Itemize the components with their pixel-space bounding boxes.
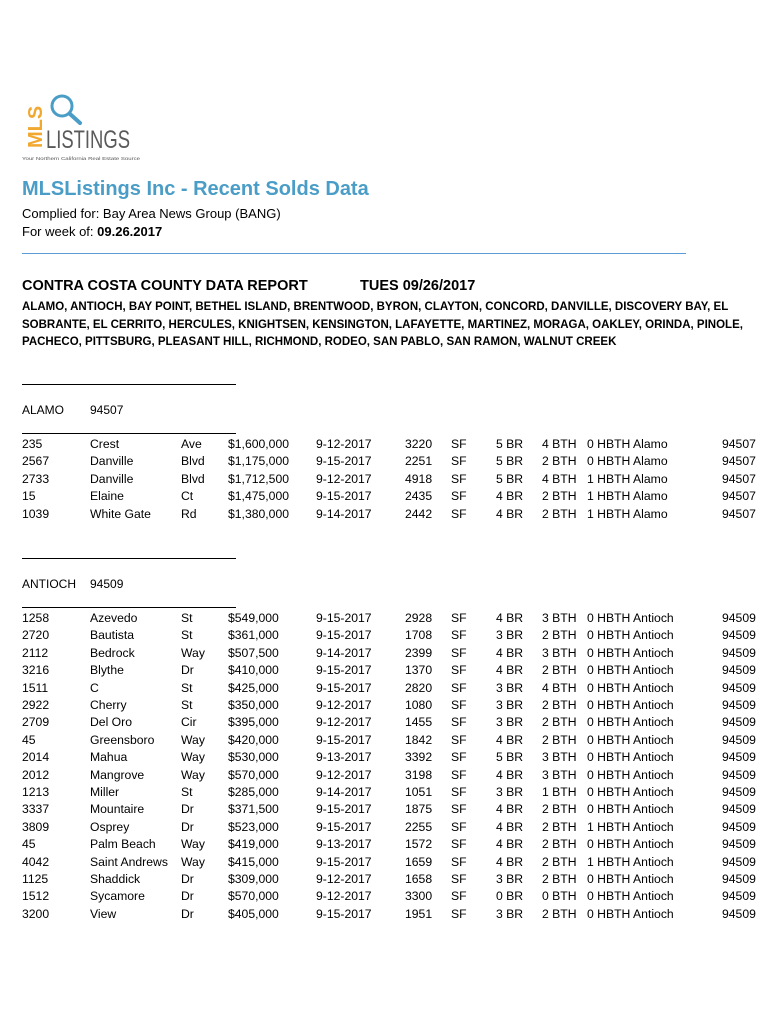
half-baths-city: 0 HBTH Antioch (587, 889, 674, 904)
zip-code: 94509 (722, 889, 756, 904)
property-type: SF (451, 819, 467, 834)
bedrooms: 4 BR (496, 645, 524, 660)
street-number: 3809 (22, 819, 50, 834)
street-type: Dr (181, 802, 194, 817)
mlslistings-logo (22, 92, 172, 164)
sale-date: 9-12-2017 (316, 767, 372, 782)
bathrooms: 3 BTH (542, 611, 577, 625)
half-baths-city: 0 HBTH Antioch (587, 611, 674, 625)
street-number: 2112 (22, 645, 49, 660)
section-city: ANTIOCH (22, 577, 76, 591)
property-type: SF (451, 471, 467, 486)
street-name: Mahua (90, 750, 128, 765)
sale-date: 9-15-2017 (316, 906, 372, 921)
street-name: Mangrove (90, 767, 145, 782)
table-row (0, 733, 768, 750)
sale-date: 9-15-2017 (316, 802, 372, 817)
street-name: Bautista (90, 628, 135, 643)
street-type: Way (181, 645, 205, 660)
property-type: SF (451, 628, 467, 643)
street-type: Way (181, 732, 205, 747)
street-type: St (181, 611, 193, 625)
street-type: Dr (181, 889, 194, 904)
sale-price: $415,000 (228, 854, 279, 869)
bedrooms: 4 BR (496, 767, 524, 782)
bathrooms: 2 BTH (542, 698, 577, 712)
table-row (0, 768, 768, 785)
week-of (22, 224, 162, 239)
street-type: Blvd (181, 454, 205, 469)
street-type: Blvd (181, 471, 205, 486)
sqft: 3198 (405, 767, 433, 782)
bedrooms: 3 BR (496, 785, 524, 799)
zip-code: 94507 (722, 489, 756, 504)
street-number: 2720 (22, 628, 50, 643)
zip-code: 94509 (722, 611, 756, 625)
bathrooms: 2 BTH (542, 506, 577, 521)
sale-date: 9-15-2017 (316, 854, 372, 869)
table-row (0, 437, 768, 454)
half-baths-city: 1 HBTH Alamo (587, 506, 668, 521)
sale-date: 9-15-2017 (316, 663, 372, 678)
half-baths-city: 0 HBTH Antioch (587, 906, 674, 921)
street-number: 1039 (22, 506, 50, 521)
street-name: Palm Beach (90, 837, 156, 852)
bathrooms: 2 BTH (542, 802, 577, 817)
bathrooms: 2 BTH (542, 854, 577, 869)
zip-code: 94509 (722, 750, 756, 765)
section-city: ALAMO (22, 403, 65, 417)
street-number: 235 (22, 437, 43, 451)
sqft: 2435 (405, 489, 433, 504)
bedrooms: 3 BR (496, 680, 524, 695)
street-number: 2709 (22, 715, 50, 730)
sale-price: $570,000 (228, 767, 279, 782)
sqft: 1708 (405, 628, 433, 643)
sale-price: $425,000 (228, 680, 279, 695)
street-type: Way (181, 767, 205, 782)
sale-price: $549,000 (228, 611, 279, 625)
street-name: Del Oro (90, 715, 132, 730)
bedrooms: 5 BR (496, 437, 524, 451)
logo-mark: MLS (25, 105, 47, 148)
bathrooms: 2 BTH (542, 872, 577, 886)
half-baths-city: 1 HBTH Antioch (587, 819, 674, 834)
street-type: Cir (181, 715, 197, 730)
half-baths-city: 0 HBTH Antioch (587, 715, 674, 730)
street-number: 2733 (22, 471, 50, 486)
half-baths-city: 0 HBTH Antioch (587, 750, 674, 765)
street-name: Shaddick (90, 872, 141, 886)
zip-code: 94509 (722, 802, 756, 817)
street-number: 2922 (22, 698, 50, 712)
street-number: 3200 (22, 906, 50, 921)
bedrooms: 3 BR (496, 628, 524, 643)
street-name: Mountaire (90, 802, 145, 817)
week-label: For week of: (22, 224, 98, 239)
sale-date: 9-14-2017 (316, 506, 372, 521)
bedrooms: 4 BR (496, 819, 524, 834)
street-type: Dr (181, 872, 194, 886)
street-name: Danville (90, 454, 134, 469)
bedrooms: 3 BR (496, 906, 524, 921)
sale-price: $1,175,000 (228, 454, 289, 469)
property-type: SF (451, 767, 467, 782)
bathrooms: 3 BTH (542, 750, 577, 765)
sale-date: 9-15-2017 (316, 628, 372, 643)
bathrooms: 2 BTH (542, 663, 577, 678)
sale-date: 9-13-2017 (316, 750, 372, 765)
bedrooms: 4 BR (496, 663, 524, 678)
bathrooms: 2 BTH (542, 489, 577, 504)
bathrooms: 1 BTH (542, 785, 577, 799)
sale-price: $420,000 (228, 732, 279, 747)
table-row (0, 454, 768, 471)
sqft: 1051 (405, 785, 433, 799)
logo-tagline: Your Northern California Real Estate Source (22, 157, 116, 162)
table-row (0, 715, 768, 732)
sale-date: 9-15-2017 (316, 489, 372, 504)
sale-price: $405,000 (228, 906, 279, 921)
street-number: 45 (22, 732, 36, 747)
magnifier-icon (52, 96, 80, 123)
report-title: CONTRA COSTA COUNTY DATA REPORT (22, 278, 308, 294)
section-zip: 94507 (90, 403, 124, 417)
sale-date: 9-15-2017 (316, 611, 372, 625)
sqft: 1658 (405, 872, 433, 886)
street-type: Dr (181, 819, 194, 834)
table-row (0, 820, 768, 837)
half-baths-city: 1 HBTH Alamo (587, 471, 668, 486)
sale-date: 9-15-2017 (316, 732, 372, 747)
sale-price: $309,000 (228, 872, 279, 886)
property-type: SF (451, 837, 467, 852)
property-type: SF (451, 611, 467, 625)
zip-code: 94509 (722, 906, 756, 921)
table-row (0, 802, 768, 819)
street-number: 2014 (22, 750, 50, 765)
sale-date: 9-14-2017 (316, 645, 372, 660)
table-row (0, 681, 768, 698)
zip-code: 94509 (722, 872, 756, 886)
street-number: 1512 (22, 889, 50, 904)
half-baths-city: 0 HBTH Antioch (587, 802, 674, 817)
sale-price: $523,000 (228, 819, 279, 834)
table-row (0, 837, 768, 854)
sqft: 2251 (405, 454, 433, 469)
street-type: Ct (181, 489, 194, 504)
half-baths-city: 0 HBTH Antioch (587, 732, 674, 747)
bathrooms: 4 BTH (542, 471, 577, 486)
half-baths-city: 0 HBTH Antioch (587, 785, 674, 799)
zip-code: 94507 (722, 471, 756, 486)
bathrooms: 4 BTH (542, 680, 577, 695)
sqft: 3392 (405, 750, 433, 765)
bathrooms: 2 BTH (542, 715, 577, 730)
property-type: SF (451, 785, 467, 799)
sale-price: $570,000 (228, 889, 279, 904)
half-baths-city: 1 HBTH Alamo (587, 489, 668, 504)
zip-code: 94509 (722, 645, 756, 660)
sqft: 3300 (405, 889, 433, 904)
zip-code: 94509 (722, 785, 756, 799)
bedrooms: 4 BR (496, 732, 524, 747)
week-value: 09.26.2017 (97, 224, 163, 239)
sale-date: 9-15-2017 (316, 819, 372, 834)
street-name: C (90, 680, 99, 695)
bedrooms: 4 BR (496, 506, 524, 521)
logo-name: LISTINGS (46, 126, 130, 154)
street-name: Sycamore (90, 889, 145, 904)
half-baths-city: 0 HBTH Antioch (587, 680, 674, 695)
street-name: Danville (90, 471, 134, 486)
property-type: SF (451, 854, 467, 869)
table-row (0, 472, 768, 489)
sqft: 1875 (405, 802, 433, 817)
section-divider (22, 607, 236, 608)
sqft: 4918 (405, 471, 433, 486)
zip-code: 94509 (722, 663, 756, 678)
sale-date: 9-15-2017 (316, 454, 372, 469)
zip-code: 94507 (722, 454, 756, 469)
compiled-for: Complied for: Bay Area News Group (BANG) (22, 206, 281, 221)
sale-price: $419,000 (228, 837, 279, 852)
half-baths-city: 0 HBTH Antioch (587, 698, 674, 712)
property-type: SF (451, 698, 467, 712)
bedrooms: 0 BR (496, 889, 524, 904)
street-name: Crest (90, 437, 120, 451)
property-type: SF (451, 454, 467, 469)
bedrooms: 3 BR (496, 872, 524, 886)
half-baths-city: 0 HBTH Antioch (587, 645, 674, 660)
property-type: SF (451, 506, 467, 521)
table-row (0, 907, 768, 924)
street-type: Dr (181, 663, 194, 678)
bathrooms: 2 BTH (542, 732, 577, 747)
property-type: SF (451, 680, 467, 695)
table-row (0, 855, 768, 872)
sqft: 1951 (405, 906, 433, 921)
sale-price: $1,600,000 (228, 437, 289, 451)
table-row (0, 785, 768, 802)
section-zip: 94509 (90, 577, 124, 591)
sale-date: 9-12-2017 (316, 872, 372, 886)
half-baths-city: 1 HBTH Antioch (587, 854, 674, 869)
street-type: St (181, 785, 193, 799)
city-list: ALAMO, ANTIOCH, BAY POINT, BETHEL ISLAND, BRENTWOOD, BYRON, CLAYTON, CONCORD, DANVILLE, DISCOVERY BAY, EL SOBRANTE, EL CERRITO, HERCULES, KNIGHTSEN, KENSINGTON, LAFAYETTE, MARTINEZ, MORAGA, OAKLEY, ORINDA, PINOLE, PACHECO, PITTSBURG, PLEASANT HILL, RICHMOND, RODEO, SAN PABLO, SAN RAMON, WALNUT CREEK (22, 301, 743, 348)
property-type: SF (451, 437, 467, 451)
section-divider (22, 433, 236, 434)
bathrooms: 2 BTH (542, 837, 577, 852)
sqft: 2928 (405, 611, 433, 625)
street-name: Saint Andrews (90, 854, 168, 869)
zip-code: 94509 (722, 628, 756, 643)
property-type: SF (451, 889, 467, 904)
bedrooms: 5 BR (496, 471, 524, 486)
table-row (0, 698, 768, 715)
zip-code: 94509 (722, 837, 756, 852)
property-type: SF (451, 750, 467, 765)
bathrooms: 3 BTH (542, 645, 577, 660)
street-name: Azevedo (90, 611, 138, 625)
table-row (0, 628, 768, 645)
street-number: 15 (22, 489, 36, 504)
table-row (0, 611, 768, 628)
sqft: 1842 (405, 732, 433, 747)
property-type: SF (451, 732, 467, 747)
table-row (0, 646, 768, 663)
bathrooms: 2 BTH (542, 906, 577, 921)
sale-date: 9-15-2017 (316, 680, 372, 695)
property-type: SF (451, 802, 467, 817)
street-type: St (181, 680, 193, 695)
bathrooms: 2 BTH (542, 819, 577, 834)
street-number: 2012 (22, 767, 50, 782)
bedrooms: 5 BR (496, 454, 524, 469)
street-name: Cherry (90, 698, 127, 712)
sale-price: $371,500 (228, 802, 279, 817)
street-name: White Gate (90, 506, 151, 521)
table-row (0, 872, 768, 889)
sqft: 2255 (405, 819, 433, 834)
sale-price: $530,000 (228, 750, 279, 765)
zip-code: 94509 (722, 732, 756, 747)
street-number: 1258 (22, 611, 50, 625)
zip-code: 94509 (722, 854, 756, 869)
half-baths-city: 0 HBTH Antioch (587, 767, 674, 782)
bathrooms: 2 BTH (542, 454, 577, 469)
zip-code: 94509 (722, 715, 756, 730)
table-row (0, 889, 768, 906)
street-name: Blythe (90, 663, 124, 678)
sale-price: $395,000 (228, 715, 279, 730)
bathrooms: 4 BTH (542, 437, 577, 451)
sale-price: $1,712,500 (228, 471, 289, 486)
street-number: 2567 (22, 454, 50, 469)
sqft: 2399 (405, 645, 433, 660)
bedrooms: 4 BR (496, 854, 524, 869)
property-type: SF (451, 872, 467, 886)
bedrooms: 5 BR (496, 750, 524, 765)
sale-date: 9-12-2017 (316, 437, 372, 451)
sale-date: 9-12-2017 (316, 698, 372, 712)
bedrooms: 4 BR (496, 489, 524, 504)
section-divider (22, 384, 236, 385)
header-divider (22, 253, 686, 254)
bedrooms: 4 BR (496, 837, 524, 852)
sale-date: 9-12-2017 (316, 889, 372, 904)
street-type: St (181, 698, 193, 712)
sale-price: $285,000 (228, 785, 279, 799)
bedrooms: 3 BR (496, 698, 524, 712)
sale-price: $350,000 (228, 698, 279, 712)
street-type: Way (181, 854, 205, 869)
zip-code: 94509 (722, 767, 756, 782)
report-date: TUES 09/26/2017 (360, 278, 476, 294)
bathrooms: 3 BTH (542, 767, 577, 782)
street-type: Rd (181, 506, 197, 521)
table-row (0, 507, 768, 524)
street-number: 1125 (22, 872, 49, 886)
sale-price: $1,380,000 (228, 506, 289, 521)
sqft: 1370 (405, 663, 433, 678)
property-type: SF (451, 489, 467, 504)
sale-date: 9-13-2017 (316, 837, 372, 852)
street-number: 1213 (22, 785, 50, 799)
zip-code: 94509 (722, 698, 756, 712)
zip-code: 94509 (722, 680, 756, 695)
sqft: 1080 (405, 698, 433, 712)
zip-code: 94509 (722, 819, 756, 834)
property-type: SF (451, 906, 467, 921)
half-baths-city: 0 HBTH Alamo (587, 437, 668, 451)
property-type: SF (451, 715, 467, 730)
sqft: 1572 (405, 837, 433, 852)
sale-date: 9-12-2017 (316, 471, 372, 486)
half-baths-city: 0 HBTH Alamo (587, 454, 668, 469)
street-name: Greensboro (90, 732, 155, 747)
half-baths-city: 0 HBTH Antioch (587, 628, 674, 643)
street-number: 1511 (22, 680, 49, 695)
street-name: View (90, 906, 117, 921)
bathrooms: 0 BTH (542, 889, 577, 904)
sale-price: $410,000 (228, 663, 279, 678)
street-number: 45 (22, 837, 36, 852)
street-number: 3216 (22, 663, 50, 678)
street-type: St (181, 628, 193, 643)
table-row (0, 663, 768, 680)
sqft: 2820 (405, 680, 433, 695)
property-type: SF (451, 663, 467, 678)
table-row (0, 750, 768, 767)
half-baths-city: 0 HBTH Antioch (587, 837, 674, 852)
sqft: 1455 (405, 715, 433, 730)
street-type: Dr (181, 906, 194, 921)
bathrooms: 2 BTH (542, 628, 577, 643)
street-name: Osprey (90, 819, 130, 834)
street-number: 4042 (22, 854, 50, 869)
half-baths-city: 0 HBTH Antioch (587, 663, 674, 678)
section-divider (22, 558, 236, 559)
street-type: Way (181, 750, 205, 765)
street-type: Ave (181, 437, 202, 451)
page-title: MLSListings Inc - Recent Solds Data (22, 178, 369, 200)
sqft: 2442 (405, 506, 433, 521)
bedrooms: 4 BR (496, 611, 524, 625)
street-name: Elaine (90, 489, 124, 504)
sqft: 1659 (405, 854, 433, 869)
street-number: 3337 (22, 802, 50, 817)
bedrooms: 4 BR (496, 802, 524, 817)
street-type: Way (181, 837, 205, 852)
sale-price: $507,500 (228, 645, 279, 660)
bedrooms: 3 BR (496, 715, 524, 730)
sqft: 3220 (405, 437, 433, 451)
zip-code: 94507 (722, 437, 756, 451)
table-row (0, 489, 768, 506)
half-baths-city: 0 HBTH Antioch (587, 872, 674, 886)
street-name: Bedrock (90, 645, 135, 660)
sale-price: $361,000 (228, 628, 279, 643)
sale-price: $1,475,000 (228, 489, 289, 504)
zip-code: 94507 (722, 506, 756, 521)
sale-date: 9-14-2017 (316, 785, 372, 799)
property-type: SF (451, 645, 467, 660)
sale-date: 9-12-2017 (316, 715, 372, 730)
street-name: Miller (90, 785, 120, 799)
